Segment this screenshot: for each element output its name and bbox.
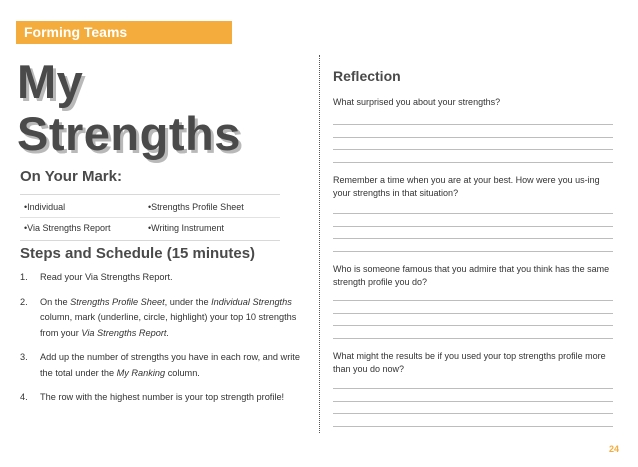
steps-heading: Steps and Schedule (15 minutes) [20, 245, 256, 262]
material-item: •Via Strengths Report [24, 223, 111, 233]
answer-lines[interactable] [333, 213, 613, 263]
step-text: column, mark (underline, circle, highlight) your top 10 strengths from your [40, 312, 297, 338]
step-text: , under the [164, 296, 212, 307]
step-text: On the [40, 296, 71, 307]
reflection-heading: Reflection [333, 68, 401, 84]
on-your-mark-heading: On Your Mark: [20, 168, 122, 185]
reflection-question: What might the results be if you used your top strengths profile more than you do now? [333, 351, 606, 374]
step-number: 3. [20, 352, 28, 362]
page-number: 24 [608, 444, 619, 454]
step-text-italic: Individual Strengths [211, 296, 292, 307]
step-number: 4. [20, 392, 28, 402]
page-title-line-2: Strengths [17, 107, 241, 160]
step-number: 1. [20, 272, 28, 282]
materials-grid [20, 194, 280, 241]
page-title [17, 56, 241, 160]
steps-list [20, 270, 310, 415]
material-item: •Strengths Profile Sheet [148, 202, 244, 212]
step-text-italic: Strengths Profile Sheet [70, 296, 165, 307]
step-text-italic: Via Strengths Report. [81, 327, 170, 338]
step-item [20, 350, 310, 381]
step-item [20, 390, 310, 406]
answer-lines[interactable] [333, 300, 613, 350]
answer-lines[interactable] [333, 124, 613, 174]
section-banner: Forming Teams [16, 21, 232, 44]
column-divider [319, 55, 320, 433]
material-item: •Individual [24, 202, 66, 212]
step-item [20, 270, 310, 286]
step-text: Add up the number of strengths you have in each row, and write the total under the [40, 352, 300, 378]
step-item [20, 295, 310, 342]
step-text: The row with the highest number is your top strength profile! [40, 392, 285, 402]
step-number: 2. [20, 296, 28, 307]
page-title-line-1: My [17, 55, 84, 108]
reflection-question: What surprised you about your strengths? [333, 97, 501, 107]
step-text-italic: My Ranking [116, 367, 166, 378]
reflection-question: Remember a time when you are at your best. How were you us-ing your strengths in that situation? [333, 175, 600, 198]
material-item: •Writing Instrument [148, 223, 225, 233]
step-text: column. [165, 367, 200, 378]
reflection-question: Who is someone famous that you admire that you think has the same strength profile you do? [333, 264, 610, 287]
divider [20, 217, 280, 218]
answer-lines[interactable] [333, 388, 613, 438]
step-text: Read your Via Strengths Report. [40, 272, 173, 282]
